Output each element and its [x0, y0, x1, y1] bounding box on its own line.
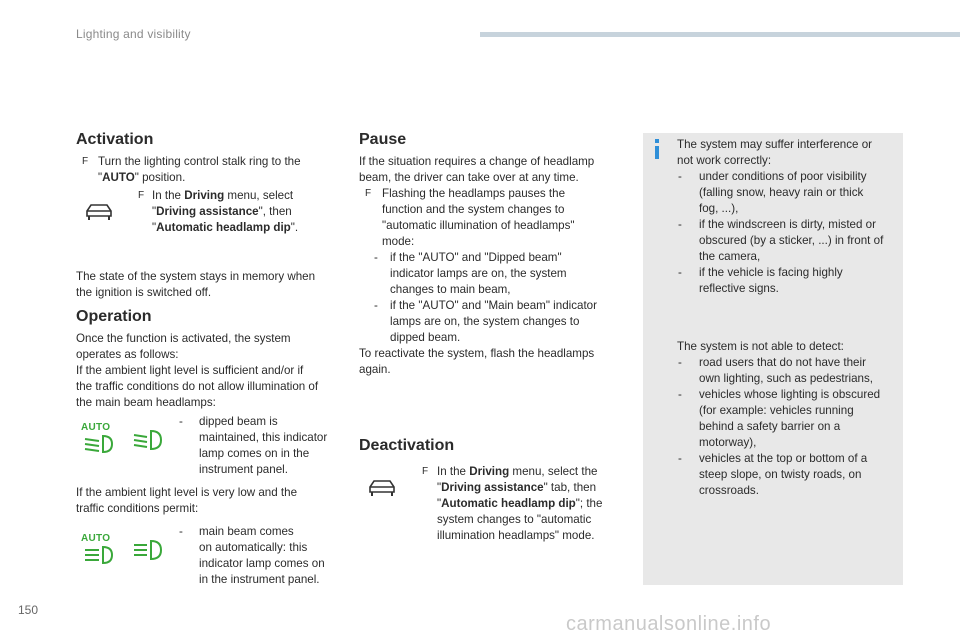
info-not-detected	[677, 339, 899, 499]
dash: -	[678, 388, 682, 401]
list-item	[677, 265, 899, 297]
main-beam-icon	[81, 544, 115, 566]
text-line: if the "AUTO" and "Main beam" indicator	[390, 299, 597, 312]
text-line: system changes to "automatic	[437, 513, 592, 526]
activation-step-2	[132, 188, 342, 236]
deactivation-heading: Deactivation	[359, 437, 455, 454]
text-line: lamp comes on in the	[199, 447, 310, 460]
step-line: "AUTO" position.	[98, 171, 186, 184]
text-line: again.	[359, 363, 391, 376]
list-item	[677, 169, 899, 217]
dipped-beam-description	[177, 414, 342, 478]
dash: -	[678, 218, 682, 231]
info-interference	[677, 137, 899, 297]
auto-label: AUTO	[81, 533, 111, 544]
step-bullet: F	[82, 156, 89, 167]
operation-intro	[76, 331, 346, 411]
pause-intro	[359, 154, 629, 186]
text-line: indicator lamp comes on	[199, 557, 325, 570]
activation-memory-note	[76, 269, 346, 301]
dash: -	[374, 299, 378, 312]
text-line: under conditions of poor visibility	[699, 170, 867, 183]
operation-low-light	[76, 485, 346, 517]
step-line: Turn the lighting control stalk ring to the	[98, 155, 301, 168]
text-line: If the ambient light level is sufficient and/or if	[76, 364, 304, 377]
text-line: fog, ...),	[699, 202, 739, 215]
step-line: "Automatic headlamp dip"; the	[437, 497, 603, 510]
dash: -	[678, 452, 682, 465]
text-line: lamps are on, the system changes to	[390, 315, 580, 328]
text-line: if the "AUTO" and "Dipped beam"	[390, 251, 562, 264]
activation-heading: Activation	[76, 131, 154, 148]
text-line: not work correctly:	[677, 154, 772, 167]
dash: -	[179, 525, 183, 538]
text-line: own lighting, such as pedestrians,	[699, 372, 874, 385]
step-bullet: F	[422, 466, 429, 477]
text-line: dipped beam.	[390, 331, 461, 344]
text-line: The state of the system stays in memory when	[76, 270, 316, 283]
list-item	[177, 524, 342, 588]
pause-step	[359, 186, 629, 346]
step-line: "Automatic headlamp dip".	[152, 221, 299, 234]
text-line: (for example: vehicles running	[699, 404, 854, 417]
text-line: main beam comes	[199, 525, 294, 538]
main-beam-icon	[131, 538, 163, 562]
text-line: (falling snow, heavy rain or thick	[699, 186, 864, 199]
text-line: behind a safety barrier on a	[699, 420, 841, 433]
auto-label: AUTO	[81, 422, 111, 433]
step-bullet: F	[138, 190, 145, 201]
text-line: obscured (by a sticker, ...) in front of	[699, 234, 884, 247]
dash: -	[678, 266, 682, 279]
dash: -	[678, 170, 682, 183]
text-line: beam, the driver can take over at any time.	[359, 171, 579, 184]
list-item	[677, 451, 899, 499]
deactivation-step	[416, 464, 631, 544]
text-line: If the situation requires a change of headlamp	[359, 155, 595, 168]
pause-heading: Pause	[359, 131, 407, 148]
step-line: "Driving assistance" tab, then	[437, 481, 597, 494]
info-icon	[651, 138, 663, 160]
list-item	[368, 298, 629, 346]
text-line: dipped beam is	[199, 415, 278, 428]
text-line: vehicles at the top or bottom of a	[699, 452, 868, 465]
auto-dipped-beam-icon	[81, 422, 117, 460]
car-icon	[367, 478, 397, 498]
step-line: "Driving assistance", then	[152, 205, 292, 218]
text-line: function and the system changes to	[382, 203, 565, 216]
car-icon	[84, 202, 114, 222]
text-line: maintained, this indicator	[199, 431, 328, 444]
dipped-beam-icon	[81, 433, 115, 455]
text-line: The system is not able to detect:	[677, 340, 844, 353]
dash: -	[179, 415, 183, 428]
dash: -	[678, 356, 682, 369]
header-bar	[480, 32, 960, 37]
pause-reactivate	[359, 346, 629, 378]
text-line: road users that do not have their	[699, 356, 866, 369]
step-line: In the Driving menu, select	[152, 189, 294, 202]
text-line: the ignition is switched off.	[76, 286, 212, 299]
text-line: To reactivate the system, flash the headlamps	[359, 347, 595, 360]
list-item	[677, 217, 899, 265]
auto-main-beam-icon	[81, 533, 117, 571]
page-number: 150	[18, 603, 39, 617]
dipped-beam-icon	[131, 428, 163, 452]
text-line: traffic conditions permit:	[76, 502, 199, 515]
text-line: Flashing the headlamps pauses the	[382, 187, 566, 200]
text-line: vehicles whose lighting is obscured	[699, 388, 881, 401]
text-line: if the vehicle is facing highly	[699, 266, 843, 279]
text-line: "automatic illumination of headlamps"	[382, 219, 575, 232]
text-line: in the instrument panel.	[199, 573, 320, 586]
text-line: crossroads.	[699, 484, 759, 497]
step-line: In the Driving menu, select the	[437, 465, 598, 478]
text-line: illumination headlamps" mode.	[437, 529, 595, 542]
text-line: indicator lamps are on, the system	[390, 267, 567, 280]
text-line: Once the function is activated, the system	[76, 332, 291, 345]
step-bullet: F	[365, 188, 372, 199]
text-line: on automatically: this	[199, 541, 308, 554]
text-line: the main beam headlamps:	[76, 396, 216, 409]
text-line: the traffic conditions do not allow illumination of	[76, 380, 319, 393]
text-line: changes to main beam,	[390, 283, 511, 296]
activation-step-1	[76, 154, 346, 186]
text-line: operates as follows:	[76, 348, 179, 361]
main-beam-description	[177, 524, 342, 588]
text-line: The system may suffer interference or	[677, 138, 873, 151]
list-item	[677, 355, 899, 387]
list-item	[677, 387, 899, 451]
dash: -	[374, 251, 378, 264]
text-line: motorway),	[699, 436, 757, 449]
list-item	[177, 414, 342, 478]
text-line: mode:	[382, 235, 415, 248]
text-line: the camera,	[699, 250, 761, 263]
text-line: if the windscreen is dirty, misted or	[699, 218, 876, 231]
operation-heading: Operation	[76, 308, 152, 325]
list-item	[368, 250, 629, 298]
text-line: steep slope, on twisty roads, on	[699, 468, 862, 481]
watermark-text: carmanualsonline.info	[566, 613, 772, 635]
text-line: instrument panel.	[199, 463, 288, 476]
text-line: If the ambient light level is very low and the	[76, 486, 298, 499]
section-title: Lighting and visibility	[76, 27, 191, 41]
text-line: reflective signs.	[699, 282, 779, 295]
